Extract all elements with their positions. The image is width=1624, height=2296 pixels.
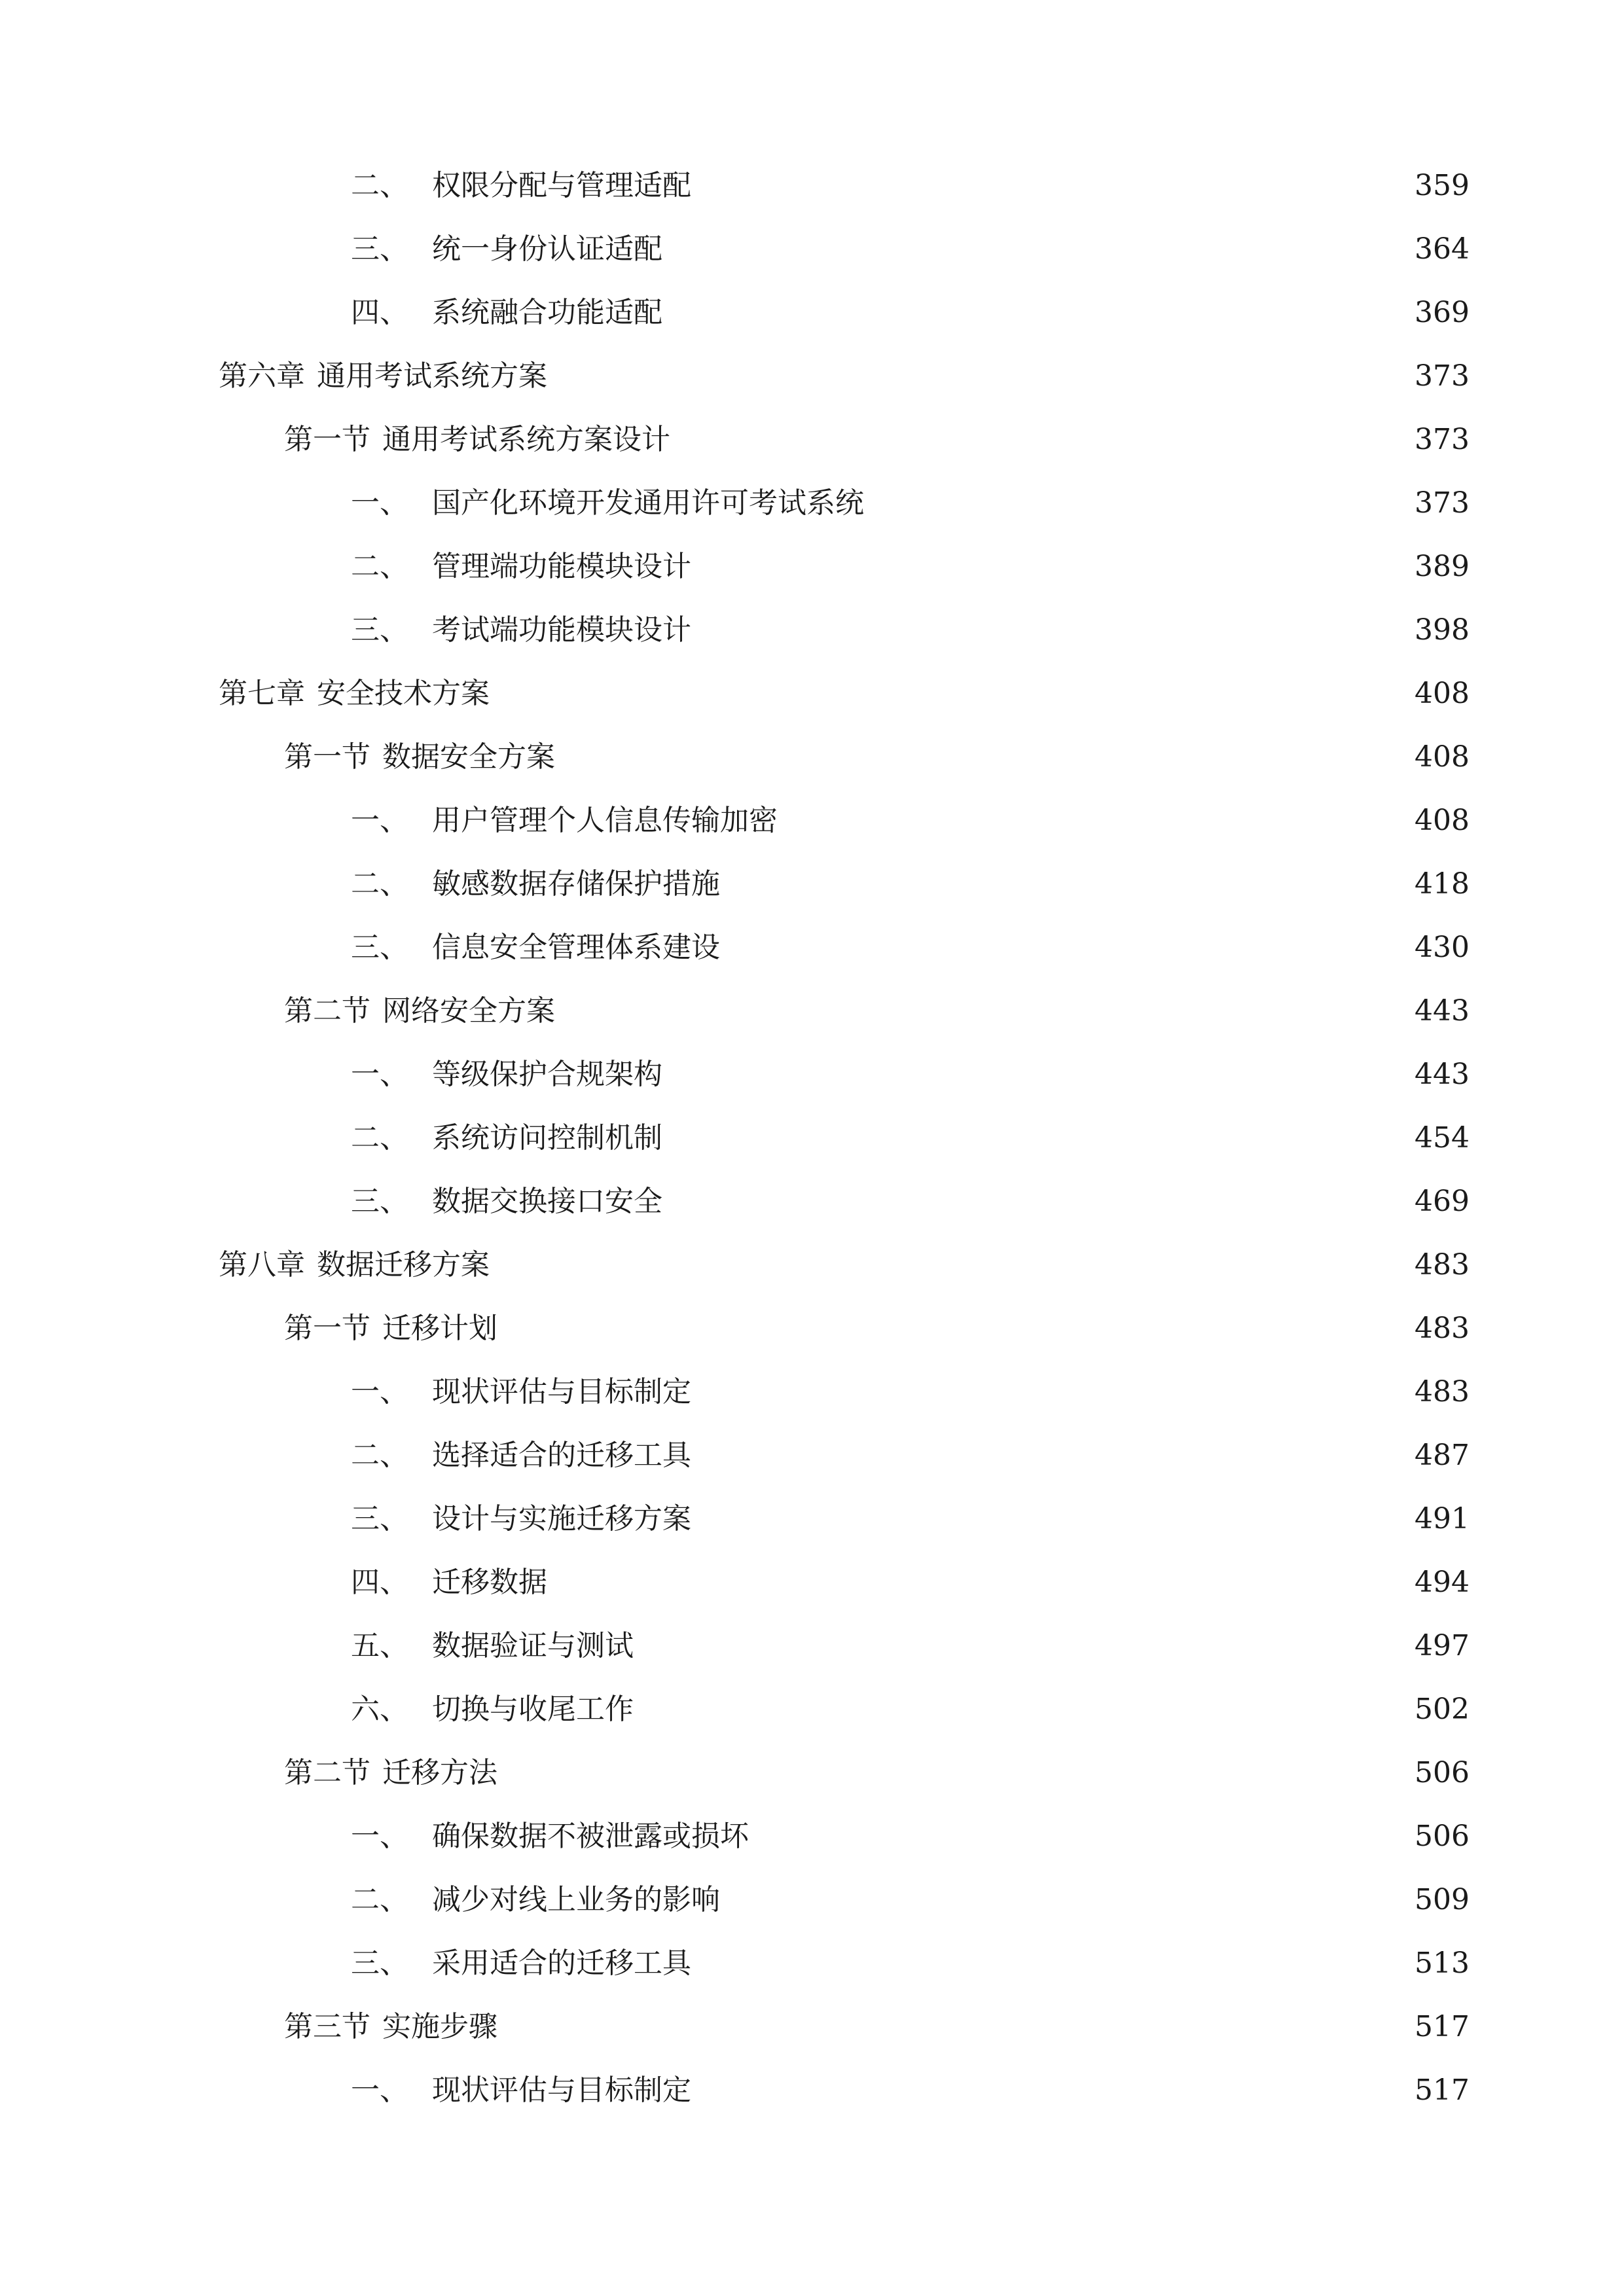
- toc-entry-section[interactable]: [0, 916, 1624, 979]
- toc-entry-title: 数据安全方案: [382, 740, 555, 774]
- toc-entry-page: 494: [1415, 1566, 1470, 1599]
- toc-entry-title: 系统访问控制机制: [432, 1121, 662, 1155]
- dot-leader: [698, 1378, 1400, 1407]
- toc-entry-number: 二、: [351, 1121, 408, 1155]
- toc-entry-number: 二、: [351, 1439, 408, 1472]
- toc-entry-number: 六、: [351, 1693, 408, 1726]
- toc-entry-number: 三、: [351, 931, 408, 964]
- toc-entry-number: 第六章: [219, 359, 305, 393]
- dot-leader: [496, 679, 1400, 708]
- toc-entry-page: 517: [1415, 2010, 1470, 2043]
- toc-entry-section[interactable]: [0, 217, 1624, 281]
- toc-entry-section[interactable]: [0, 1551, 1624, 1614]
- toc-entry-section[interactable]: [0, 1170, 1624, 1233]
- toc-entry-number: 三、: [351, 613, 408, 647]
- toc-entry-number: 三、: [351, 1946, 408, 1980]
- toc-entry-number: 五、: [351, 1629, 408, 1662]
- toc-entry-title: 设计与实施迁移方案: [432, 1502, 691, 1535]
- toc-entry-section[interactable]: [0, 1106, 1624, 1170]
- toc-entry-number: 四、: [351, 296, 408, 329]
- toc-entry-number: 第七章: [219, 677, 305, 710]
- toc-entry-page: 506: [1415, 1820, 1470, 1853]
- toc-entry-number: 一、: [351, 2073, 408, 2107]
- toc-entry-page: 443: [1415, 1058, 1470, 1091]
- toc-entry-section[interactable]: [0, 1677, 1624, 1741]
- toc-entry-section[interactable]: [0, 471, 1624, 535]
- toc-entry-title: 安全技术方案: [317, 677, 490, 710]
- toc-entry-number: 二、: [351, 550, 408, 583]
- toc-entry-title: 用户管理个人信息传输加密: [432, 804, 778, 837]
- toc-entry-title: 数据交换接口安全: [432, 1185, 662, 1218]
- toc-entry-page: 483: [1415, 1312, 1470, 1345]
- toc-entry-page: 506: [1415, 1756, 1470, 1789]
- toc-entry-title: 等级保护合规架构: [432, 1058, 662, 1091]
- dot-leader: [698, 552, 1400, 581]
- toc-entry-title: 国产化环境开发通用许可考试系统: [432, 486, 864, 520]
- toc-entry-section[interactable]: [0, 1868, 1624, 1931]
- dot-leader: [640, 1695, 1400, 1724]
- dot-leader: [755, 1822, 1400, 1851]
- toc-entry-page: 373: [1415, 423, 1470, 456]
- toc-entry-title: 迁移方法: [382, 1756, 497, 1789]
- dot-leader: [784, 806, 1400, 835]
- toc-entry-number: 第二节: [284, 1756, 370, 1789]
- toc-entry-title: 考试端功能模块设计: [432, 613, 691, 647]
- toc-entry-section[interactable]: [0, 281, 1624, 344]
- toc-entry-title: 敏感数据存储保护措施: [432, 867, 720, 901]
- toc-entry-chapter[interactable]: [0, 1233, 1624, 1297]
- toc-entry-title: 迁移数据: [432, 1566, 547, 1599]
- dot-leader: [562, 997, 1400, 1026]
- toc-entry-title: 系统融合功能适配: [432, 296, 662, 329]
- toc-entry-title: 选择适合的迁移工具: [432, 1439, 691, 1472]
- toc-entry-number: 第三节: [284, 2010, 370, 2043]
- toc-entry-page: 487: [1415, 1439, 1470, 1472]
- toc-entry-number: 一、: [351, 804, 408, 837]
- table-of-contents: [0, 154, 1624, 2122]
- dot-leader: [677, 425, 1400, 454]
- toc-entry-title: 管理端功能模块设计: [432, 550, 691, 583]
- toc-entry-number: 一、: [351, 1375, 408, 1408]
- dot-leader: [669, 298, 1400, 327]
- toc-entry-number: 第二节: [284, 994, 370, 1028]
- toc-entry-title: 切换与收尾工作: [432, 1693, 634, 1726]
- toc-entry-number: 四、: [351, 1566, 408, 1599]
- toc-entry-subchapter[interactable]: [0, 1995, 1624, 2058]
- toc-entry-page: 430: [1415, 931, 1470, 964]
- toc-entry-page: 373: [1415, 359, 1470, 393]
- dot-leader: [698, 1505, 1400, 1534]
- toc-entry-title: 迁移计划: [382, 1312, 497, 1345]
- toc-entry-page: 408: [1415, 677, 1470, 710]
- toc-entry-section[interactable]: [0, 1931, 1624, 1995]
- toc-entry-subchapter[interactable]: [0, 408, 1624, 471]
- toc-entry-page: 483: [1415, 1375, 1470, 1408]
- toc-entry-page: 369: [1415, 296, 1470, 329]
- toc-entry-title: 减少对线上业务的影响: [432, 1883, 720, 1916]
- toc-entry-number: 一、: [351, 1820, 408, 1853]
- toc-entry-page: 517: [1415, 2073, 1470, 2107]
- dot-leader: [669, 1124, 1400, 1153]
- dot-leader: [698, 1949, 1400, 1978]
- toc-entry-number: 一、: [351, 1058, 408, 1091]
- toc-entry-title: 网络安全方案: [382, 994, 555, 1028]
- toc-entry-number: 三、: [351, 1502, 408, 1535]
- toc-entry-number: 三、: [351, 232, 408, 266]
- toc-entry-number: 二、: [351, 1883, 408, 1916]
- toc-entry-title: 现状评估与目标制定: [432, 2073, 691, 2107]
- dot-leader: [504, 1759, 1400, 1787]
- toc-entry-page: 509: [1415, 1883, 1470, 1916]
- toc-entry-title: 确保数据不被泄露或损坏: [432, 1820, 749, 1853]
- toc-entry-title: 数据验证与测试: [432, 1629, 634, 1662]
- toc-entry-section[interactable]: [0, 154, 1624, 217]
- toc-entry-chapter[interactable]: [0, 662, 1624, 725]
- dot-leader: [669, 235, 1400, 264]
- toc-entry-page: 513: [1415, 1946, 1470, 1980]
- dot-leader: [554, 1568, 1400, 1597]
- toc-entry-page: 389: [1415, 550, 1470, 583]
- toc-entry-page: 408: [1415, 804, 1470, 837]
- toc-entry-subchapter[interactable]: [0, 979, 1624, 1043]
- dot-leader: [504, 1314, 1400, 1343]
- toc-entry-number: 第八章: [219, 1248, 305, 1282]
- dot-leader: [669, 1187, 1400, 1216]
- dot-leader: [727, 1886, 1400, 1914]
- dot-leader: [698, 2076, 1400, 2105]
- toc-entry-section[interactable]: [0, 2058, 1624, 2122]
- toc-entry-page: 491: [1415, 1502, 1470, 1535]
- dot-leader: [698, 1441, 1400, 1470]
- toc-entry-page: 373: [1415, 486, 1470, 520]
- toc-entry-page: 483: [1415, 1248, 1470, 1282]
- dot-leader: [727, 870, 1400, 899]
- toc-entry-section[interactable]: [0, 598, 1624, 662]
- toc-entry-page: 454: [1415, 1121, 1470, 1155]
- toc-entry-section[interactable]: [0, 1360, 1624, 1424]
- toc-entry-number: 二、: [351, 169, 408, 202]
- toc-entry-page: 443: [1415, 994, 1470, 1028]
- toc-entry-page: 364: [1415, 232, 1470, 266]
- dot-leader: [496, 1251, 1400, 1280]
- toc-entry-subchapter[interactable]: [0, 725, 1624, 789]
- toc-entry-title: 现状评估与目标制定: [432, 1375, 691, 1408]
- toc-entry-number: 三、: [351, 1185, 408, 1218]
- toc-entry-title: 通用考试系统方案设计: [382, 423, 670, 456]
- toc-entry-subchapter[interactable]: [0, 1741, 1624, 1804]
- toc-entry-section[interactable]: [0, 1424, 1624, 1487]
- toc-entry-section[interactable]: [0, 1614, 1624, 1677]
- toc-entry-page: 398: [1415, 613, 1470, 647]
- dot-leader: [698, 616, 1400, 645]
- toc-entry-page: 497: [1415, 1629, 1470, 1662]
- toc-entry-page: 469: [1415, 1185, 1470, 1218]
- toc-entry-number: 第一节: [284, 1312, 370, 1345]
- toc-entry-title: 通用考试系统方案: [317, 359, 547, 393]
- dot-leader: [504, 2013, 1400, 2041]
- toc-entry-chapter[interactable]: [0, 344, 1624, 408]
- toc-entry-number: 第一节: [284, 423, 370, 456]
- toc-entry-title: 统一身份认证适配: [432, 232, 662, 266]
- toc-entry-number: 二、: [351, 867, 408, 901]
- toc-entry-section[interactable]: [0, 1043, 1624, 1106]
- toc-entry-number: 一、: [351, 486, 408, 520]
- toc-entry-title: 权限分配与管理适配: [432, 169, 691, 202]
- dot-leader: [871, 489, 1400, 518]
- dot-leader: [669, 1060, 1400, 1089]
- toc-entry-page: 408: [1415, 740, 1470, 774]
- toc-entry-page: 359: [1415, 169, 1470, 202]
- toc-entry-title: 数据迁移方案: [317, 1248, 490, 1282]
- toc-entry-subchapter[interactable]: [0, 1297, 1624, 1360]
- toc-entry-section[interactable]: [0, 535, 1624, 598]
- dot-leader: [554, 362, 1400, 391]
- dot-leader: [727, 933, 1400, 962]
- toc-entry-number: 第一节: [284, 740, 370, 774]
- toc-entry-section[interactable]: [0, 1487, 1624, 1551]
- toc-entry-title: 信息安全管理体系建设: [432, 931, 720, 964]
- dot-leader: [640, 1632, 1400, 1660]
- dot-leader: [562, 743, 1400, 772]
- toc-entry-section[interactable]: [0, 1804, 1624, 1868]
- toc-entry-section[interactable]: [0, 789, 1624, 852]
- dot-leader: [698, 171, 1400, 200]
- toc-entry-page: 418: [1415, 867, 1470, 901]
- toc-entry-title: 实施步骤: [382, 2010, 497, 2043]
- toc-entry-title: 采用适合的迁移工具: [432, 1946, 691, 1980]
- toc-entry-section[interactable]: [0, 852, 1624, 916]
- toc-entry-page: 502: [1415, 1693, 1470, 1726]
